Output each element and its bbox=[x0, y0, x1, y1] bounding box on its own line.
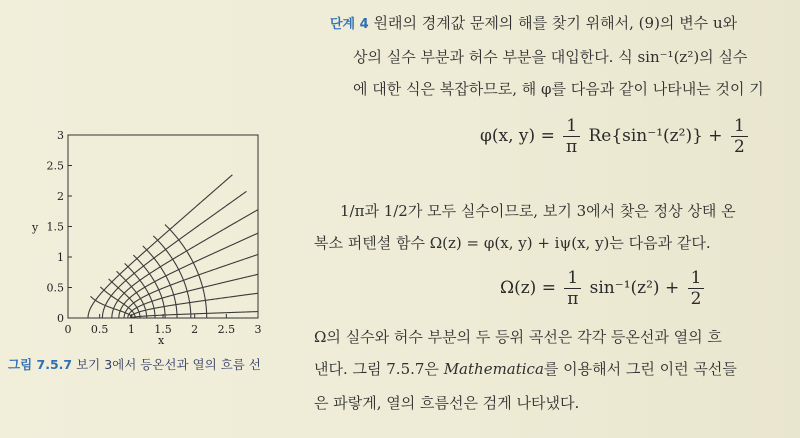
step-label: 단계 4 bbox=[330, 17, 369, 32]
isotherm-curve bbox=[119, 232, 258, 318]
curves-group bbox=[88, 175, 258, 318]
y-tick-label: 3 bbox=[57, 129, 64, 142]
paragraph-line-8: 은 파랗게, 열의 흐름선은 검게 나타냈다. bbox=[314, 394, 580, 412]
equation-phi bbox=[480, 116, 751, 157]
eq2-fraction bbox=[564, 268, 581, 309]
heat-flow-curve bbox=[133, 255, 165, 318]
x-tick-label: 2 bbox=[191, 323, 199, 336]
eq2-lhs: Ω(z) = bbox=[500, 278, 556, 298]
eq1-denominator: π bbox=[566, 137, 578, 157]
paragraph-line-2: 상의 실수 부분과 허수 부분을 대입한다. 식 sin⁻¹(z²)의 실수 bbox=[353, 48, 748, 66]
heat-flow-curve bbox=[165, 225, 207, 318]
eq1-fraction bbox=[563, 116, 580, 157]
x-tick-label: 3 bbox=[254, 323, 262, 336]
paragraph-line-7 bbox=[314, 358, 737, 379]
figure-plot bbox=[30, 125, 270, 345]
paragraph-line-1 bbox=[330, 12, 737, 33]
eq1-fraction-2 bbox=[731, 116, 748, 157]
paragraph-line-6: Ω의 실수와 허수 부분의 두 등위 곡선은 각각 등온선과 열의 흐 bbox=[314, 328, 722, 346]
eq2-fraction-2 bbox=[688, 268, 705, 309]
isotherm-curve bbox=[112, 209, 258, 318]
paragraph-line-4: 1/π과 1/2가 모두 실수이므로, 보기 3에서 찾은 정상 상태 온 bbox=[340, 202, 736, 220]
eq2-mid: sin⁻¹(z²) + bbox=[589, 278, 680, 298]
paragraph-line-7-a: 낸다. 그림 7.5.7은 bbox=[314, 360, 444, 378]
y-tick-label: 0.5 bbox=[46, 281, 64, 295]
paragraph-line-1-text: 원래의 경계값 문제의 해를 찾기 위해서, (9)의 변수 u와 bbox=[373, 14, 738, 32]
x-tick-label: 1.5 bbox=[154, 323, 172, 336]
paragraph-line-7-software: Mathematica bbox=[443, 360, 544, 378]
eq1-numerator: 1 bbox=[563, 116, 580, 137]
eq2-numerator-2: 1 bbox=[688, 268, 705, 289]
y-tick-label: 2.5 bbox=[46, 159, 64, 173]
equation-omega bbox=[500, 268, 707, 309]
x-tick-label: 0.5 bbox=[90, 323, 109, 336]
eq1-mid: Re{sin⁻¹(z²)} + bbox=[588, 126, 723, 146]
figure-caption bbox=[8, 355, 261, 373]
x-tick-label: 1 bbox=[127, 323, 135, 336]
x-tick-label: 0 bbox=[64, 323, 72, 336]
eq2-numerator: 1 bbox=[564, 268, 581, 289]
eq1-numerator-2: 1 bbox=[731, 116, 748, 137]
y-axis-label: y bbox=[32, 221, 39, 234]
eq1-lhs: φ(x, y) = bbox=[480, 126, 555, 146]
eq2-denominator: π bbox=[567, 289, 579, 309]
x-axis-label: x bbox=[158, 334, 165, 345]
figure-caption-label: 그림 7.5.7 bbox=[8, 357, 73, 372]
y-tick-label: 1.5 bbox=[46, 220, 64, 234]
eq2-denominator-2: 2 bbox=[690, 289, 702, 309]
paragraph-line-5: 복소 퍼텐셜 함수 Ω(z) = φ(x, y) + iψ(x, y)는 다음과 같다. bbox=[314, 234, 711, 252]
paragraph-line-3: 에 대한 식은 복잡하므로, 해 φ를 다음과 같이 나타내는 것이 기 bbox=[353, 80, 764, 98]
x-tick-label: 2.5 bbox=[217, 323, 236, 336]
paragraph-line-7-c: 를 이용해서 그린 이런 곡선들 bbox=[543, 360, 737, 378]
eq1-denominator-2: 2 bbox=[733, 137, 745, 157]
y-tick-label: 1 bbox=[57, 251, 64, 264]
x-ticks bbox=[65, 314, 262, 336]
y-tick-label: 2 bbox=[57, 190, 64, 203]
isotherm-curve bbox=[88, 175, 232, 318]
y-tick-label: 0 bbox=[57, 312, 64, 325]
heat-flow-curve bbox=[91, 296, 133, 318]
figure-caption-text: 보기 3에서 등온선과 열의 흐름 선 bbox=[76, 357, 261, 372]
